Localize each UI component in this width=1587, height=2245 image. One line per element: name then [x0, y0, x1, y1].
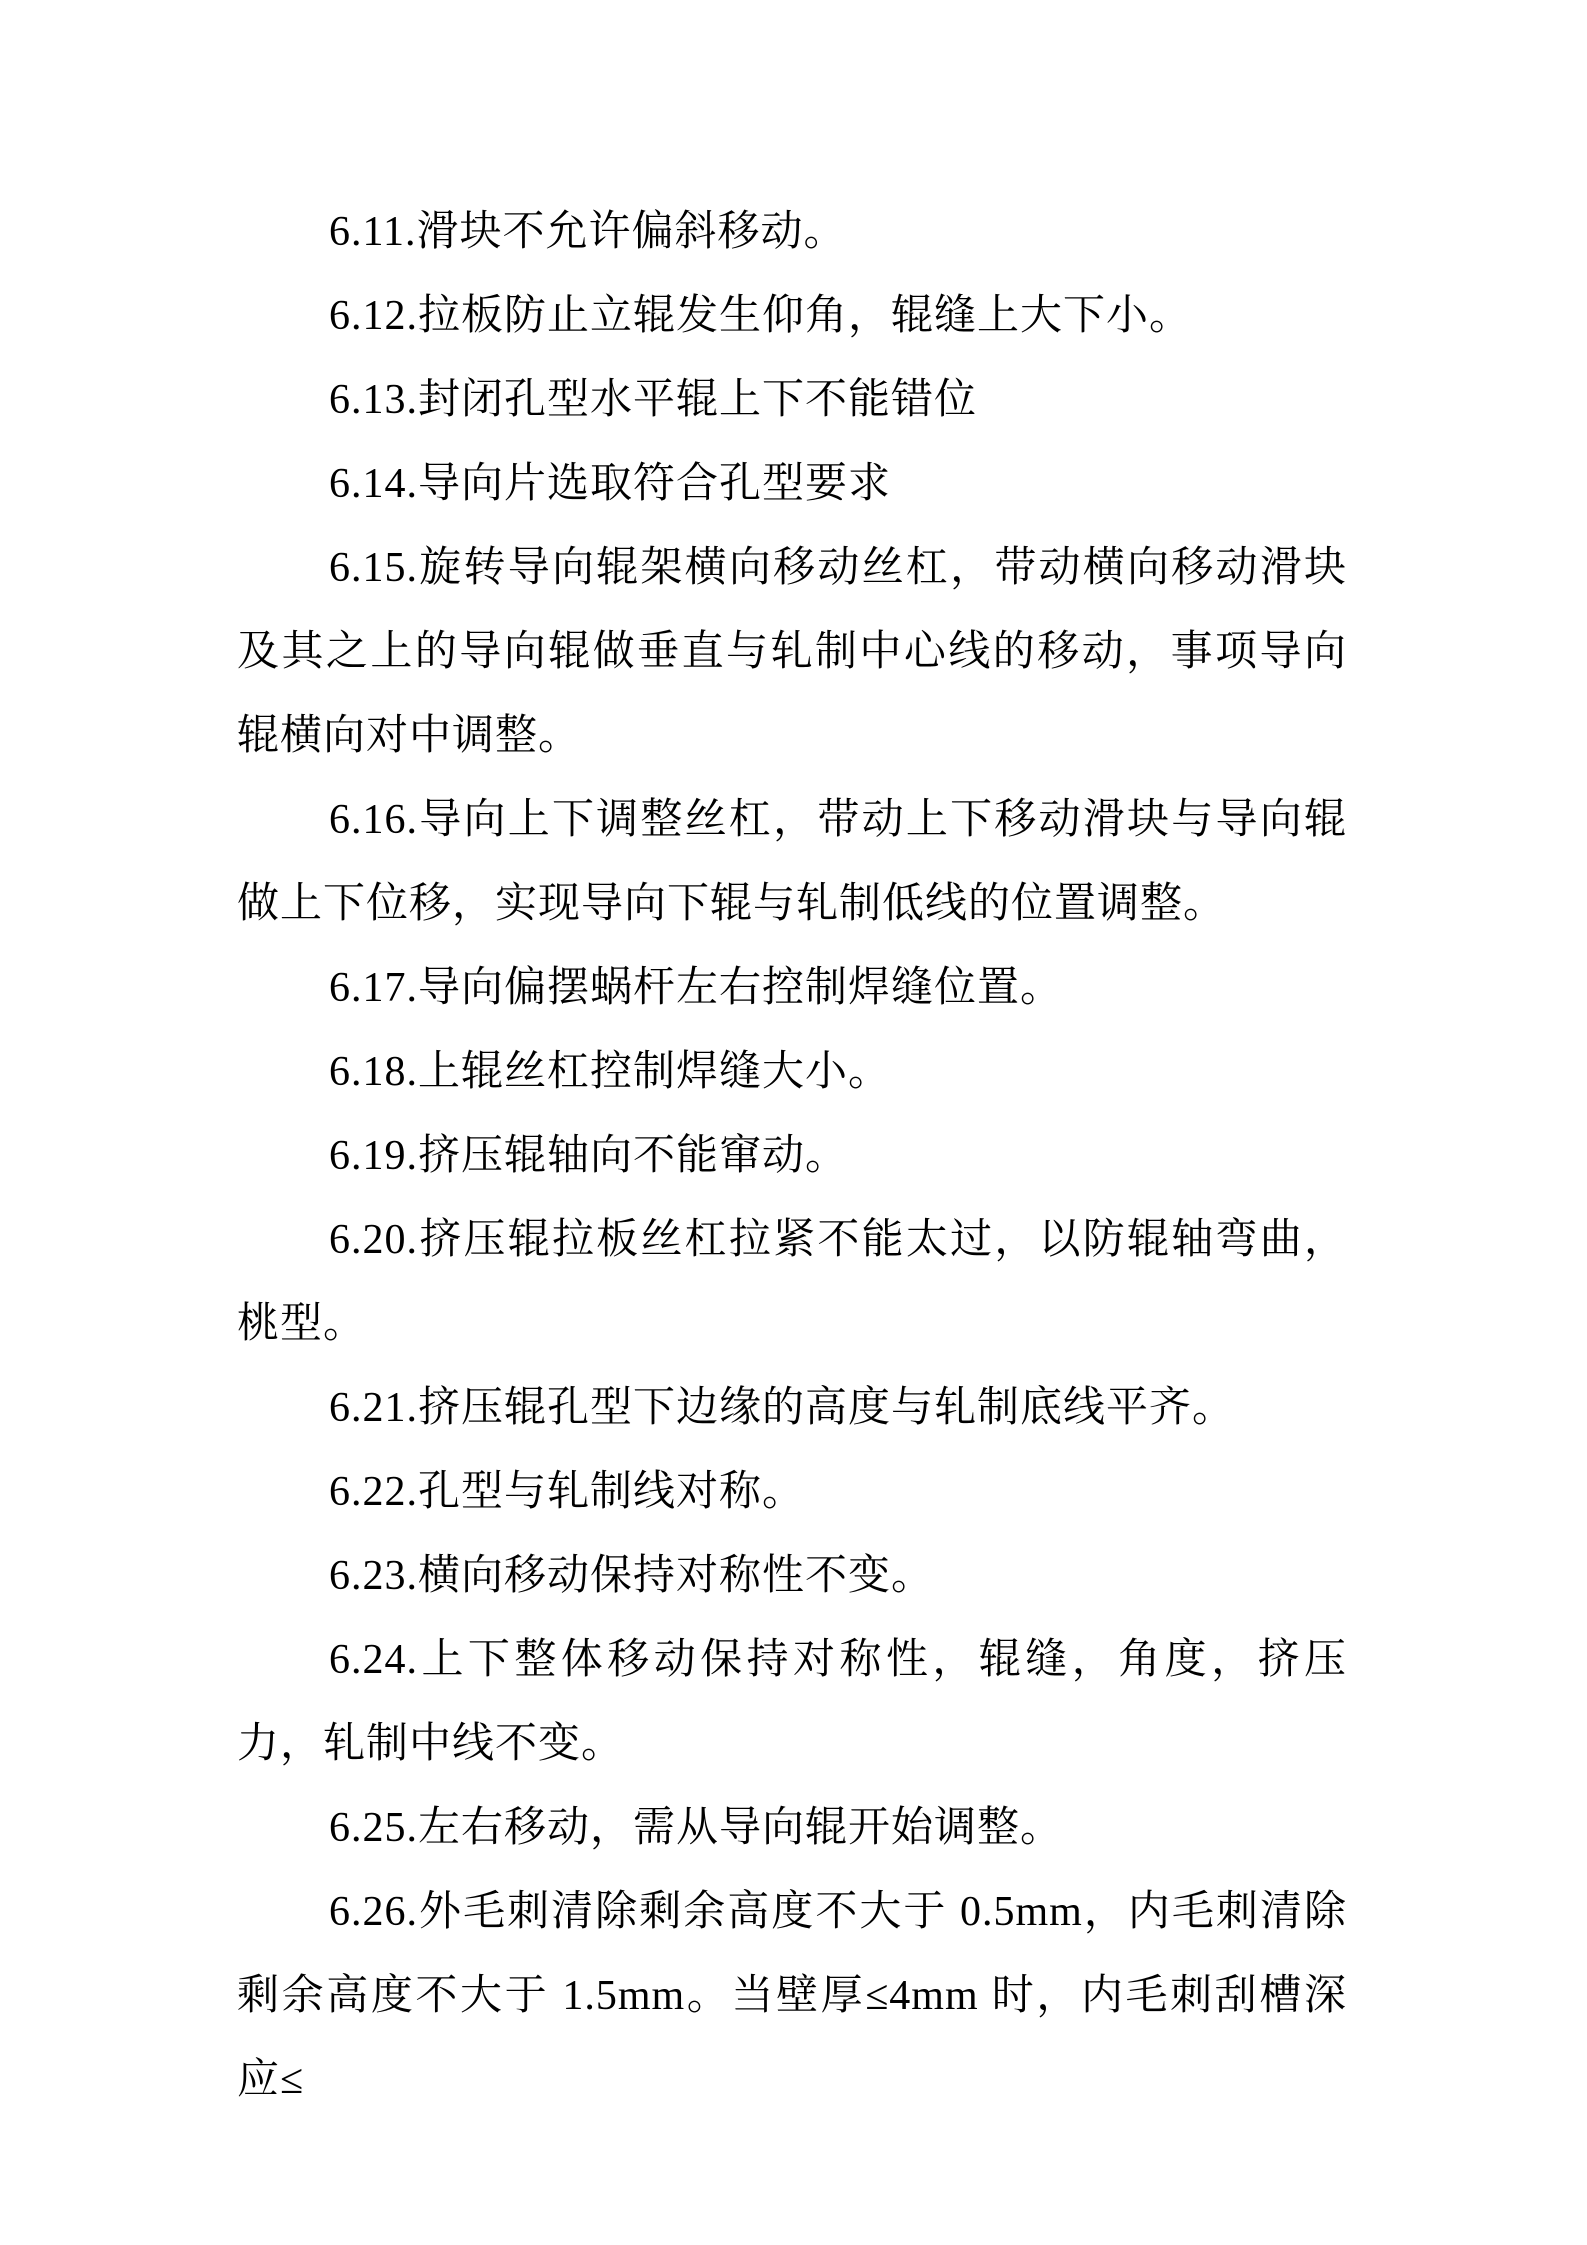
- item-text: 上下整体移动保持对称性，辊缝，角度，挤压力，轧制中线不变。: [237, 1637, 1347, 1767]
- item-text: 滑块不允许偏斜移动。: [416, 209, 847, 255]
- item-number: 6.15.: [329, 545, 418, 591]
- paragraph-6-11: [237, 190, 1347, 274]
- paragraph-6-17: [237, 946, 1347, 1030]
- item-number: 6.26.: [329, 1889, 418, 1935]
- item-text: 挤压辊拉板丝杠拉紧不能太过，以防辊轴弯曲，桃型。: [237, 1217, 1347, 1347]
- item-text: 外毛刺清除剩余高度不大于 0.5mm，内毛刺清除剩余高度不大于 1.5mm。当壁厚≤4mm 时，内毛刺刮槽深应≤: [237, 1889, 1347, 2103]
- item-text: 拉板防止立辊发生仰角，辊缝上大下小。: [418, 293, 1193, 339]
- paragraph-6-16: [237, 778, 1347, 946]
- item-number: 6.24.: [329, 1637, 418, 1683]
- paragraph-6-19: [237, 1114, 1347, 1198]
- paragraph-6-25: [237, 1786, 1347, 1870]
- paragraph-6-12: [237, 274, 1347, 358]
- item-number: 6.21.: [329, 1385, 418, 1431]
- item-text: 导向上下调整丝杠，带动上下移动滑块与导向辊做上下位移，实现导向下辊与轧制低线的位置调整。: [237, 797, 1347, 927]
- item-number: 6.17.: [329, 965, 418, 1011]
- item-number: 6.12.: [329, 293, 418, 339]
- item-number: 6.13.: [329, 377, 418, 423]
- item-number: 6.19.: [329, 1133, 418, 1179]
- paragraph-6-26: [237, 1870, 1347, 2122]
- item-number: 6.25.: [329, 1805, 418, 1851]
- item-text: 导向片选取符合孔型要求: [418, 461, 892, 507]
- item-number: 6.23.: [329, 1553, 418, 1599]
- paragraph-6-13: [237, 358, 1347, 442]
- paragraph-6-21: [237, 1366, 1347, 1450]
- paragraph-6-18: [237, 1030, 1347, 1114]
- item-number: 6.20.: [329, 1217, 418, 1263]
- document-body: [237, 190, 1347, 2122]
- paragraph-6-23: [237, 1534, 1347, 1618]
- item-text: 左右移动，需从导向辊开始调整。: [418, 1805, 1064, 1851]
- item-text: 导向偏摆蜗杆左右控制焊缝位置。: [418, 965, 1064, 1011]
- item-text: 旋转导向辊架横向移动丝杠，带动横向移动滑块及其之上的导向辊做垂直与轧制中心线的移动，事项导向辊横向对中调整。: [237, 545, 1347, 759]
- item-number: 6.18.: [329, 1049, 418, 1095]
- paragraph-6-22: [237, 1450, 1347, 1534]
- paragraph-6-24: [237, 1618, 1347, 1786]
- paragraph-6-20: [237, 1198, 1347, 1366]
- item-number: 6.16.: [329, 797, 418, 843]
- item-number: 6.22.: [329, 1469, 418, 1515]
- item-text: 孔型与轧制线对称。: [418, 1469, 806, 1515]
- item-text: 上辊丝杠控制焊缝大小。: [418, 1049, 892, 1095]
- item-text: 挤压辊轴向不能窜动。: [418, 1133, 849, 1179]
- item-number: 6.11.: [329, 209, 417, 255]
- item-text: 挤压辊孔型下边缘的高度与轧制底线平齐。: [418, 1385, 1236, 1431]
- item-number: 6.14.: [329, 461, 418, 507]
- paragraph-6-15: [237, 526, 1347, 778]
- item-text: 封闭孔型水平辊上下不能错位: [418, 377, 978, 423]
- item-text: 横向移动保持对称性不变。: [418, 1553, 935, 1599]
- paragraph-6-14: [237, 442, 1347, 526]
